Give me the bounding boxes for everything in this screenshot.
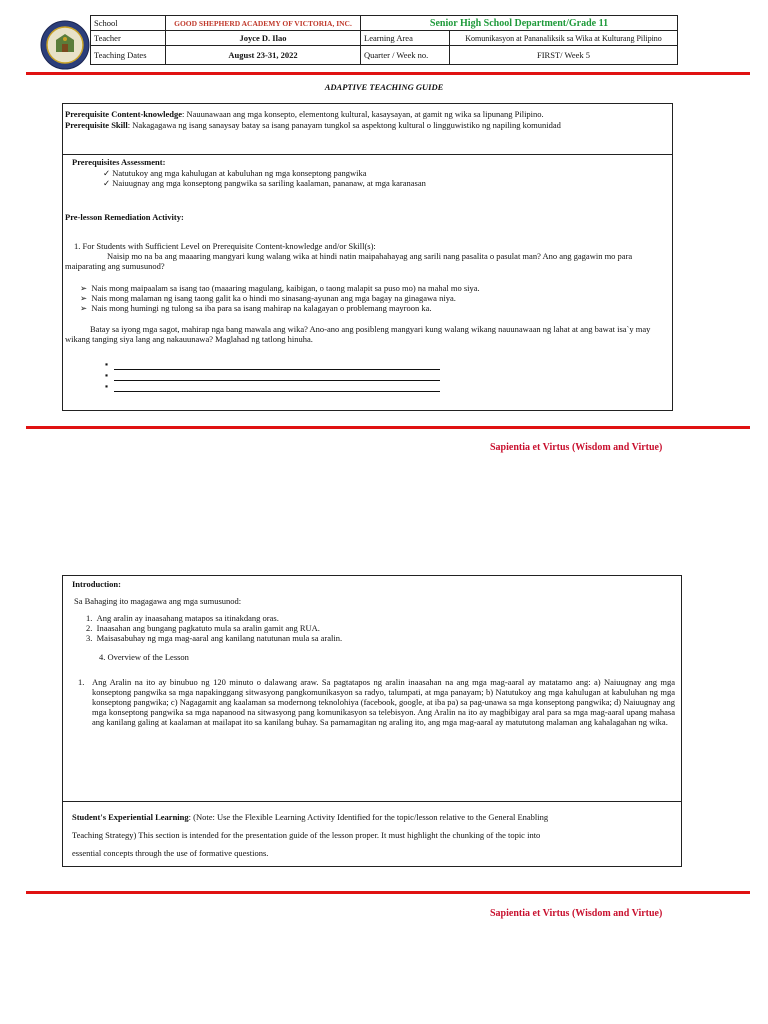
arrow-bullet-icon: ➢	[80, 293, 88, 303]
remediation-title: Pre-lesson Remediation Activity:	[65, 212, 184, 222]
teaching-dates-value: August 23-31, 2022	[166, 46, 361, 65]
list-item: ➢ Nais mong maipaalam sa isang tao (maaaring magulang, kaibigan, o taong malapit sa puso mo) na mahal mo siya.	[80, 283, 480, 293]
prereq-skill: Prerequisite Skill: Nakagagawa ng isang sanaysay batay sa isang panayam tungkol sa aspektong kultural o lingguwistiko ng napiling komunidad	[65, 120, 561, 130]
list-item: 1. Ang aralin ay inaasahang matapos sa itinakdang oras.	[86, 613, 279, 623]
answer-line[interactable]: ▪	[105, 359, 440, 370]
school-motto-footer: Sapientia et Virtus (Wisdom and Virtue)	[490, 908, 663, 919]
page-divider-1	[26, 426, 750, 429]
learning-area-value: Komunikasyon at Pananaliksik sa Wika at Kulturang Pilipino	[450, 31, 678, 46]
remediation-paragraph-2: Batay sa iyong mga sagot, mahirap nga bang mawala ang wika? Ano-ano ang posibleng mangyari kung walang wikang nauunawaan ng lahat at ang bawat isa`y may wikang tanging siya lang ang nakauunawa? Maglahad ng tatlong hinuha.	[65, 324, 651, 344]
remediation-paragraph-1: Naisip mo na ba ang maaaring mangyari kung walang wika at hindi natin maipahahayag ang sarili nang pasalita o pasulat man? Ano ang gagawin mo para maiparating ang sumusunod?	[65, 251, 633, 271]
check-icon: ✓	[103, 178, 111, 188]
introduction-title: Introduction:	[72, 579, 121, 589]
teacher-label: Teacher	[91, 31, 166, 46]
remediation-item-1: 1. For Students with Sufficient Level on Prerequisite Content-knowledge and/or Skill(s):	[74, 241, 376, 251]
arrow-bullet-icon: ➢	[80, 303, 88, 313]
page-divider-2	[26, 891, 750, 894]
answer-blanks	[105, 359, 440, 392]
check-icon: ✓	[103, 168, 111, 178]
teacher-name: Joyce D. Ilao	[166, 31, 361, 46]
header-info-table	[90, 15, 678, 65]
list-item: ✓ Natutukoy ang mga kahulugan at kabuluhan ng mga konseptong pangwika	[103, 168, 367, 178]
overview-paragraph: Ang Aralin na ito ay binubuo ng 120 minuto o dalawang araw. Sa pagtatapos ng aralin inaasahan na ang mga mag-aaral ay matatamo ang: a) Naiuugnay ang mga konseptong pangwika sa mga napakinggang sitwasyong pangkomunikasyon sa radyo, talumpati, at mga panayam; b) Natutukoy ang mga kahulugan at kabuluhan ng mga konseptong pangwika; c) Nagagamit ang kaalaman sa modernong teknolohiya (facebook, google, at iba pa) sa pag-unawa sa mga konseptong pangwika; d) Naiuugnay ang mga konseptong pangwika sa mga napanood na sitwasyong pang komunikasyon sa telebisyon. Ang Aralin na ito ay magbibigay aral para sa mga mag-aaral upang mahasa ang kanilang galing at kaalaman at mailapat ito sa kanilang buhay. Sa pamamagitan ng araling ito, ang mga mag-aaral ay matututong malaman ang kahalagahan ng wika.	[92, 677, 675, 727]
experiential-learning: Student's Experiential Learning: (Note: Use the Flexible Learning Activity Identified for the topic/lesson relative to the General Enabling Teaching Strategy) This section is intended for the presentation guide of the lesson proper. It must highlight the chunking of the topic into essential concepts through the use of formative questions.	[72, 812, 549, 858]
school-label: School	[91, 16, 166, 31]
remediation-arrow-list	[80, 283, 670, 313]
answer-line[interactable]: ▪	[105, 370, 440, 381]
overview-heading: 4. Overview of the Lesson	[99, 652, 189, 662]
list-item: ➢ Nais mong humingi ng tulong sa iba para sa isang mahirap na kalagayan o problemang mayroon ka.	[80, 303, 432, 313]
school-name: GOOD SHEPHERD ACADEMY OF VICTORIA, INC.	[166, 16, 361, 31]
header-divider	[26, 72, 750, 75]
assessment-title: Prerequisites Assessment:	[72, 157, 166, 167]
assessment-list	[103, 168, 426, 188]
teaching-dates-label: Teaching Dates	[91, 46, 166, 65]
school-motto: Sapientia et Virtus (Wisdom and Virtue)	[490, 442, 663, 453]
arrow-bullet-icon: ➢	[80, 283, 88, 293]
answer-line[interactable]: ▪	[105, 381, 440, 392]
guide-title: ADAPTIVE TEACHING GUIDE	[324, 82, 444, 92]
list-item: ✓ Naiuugnay ang mga konseptong pangwika sa sariling kaalaman, pananaw, at mga karanasan	[103, 178, 426, 188]
department-title: Senior High School Department/Grade 11	[361, 16, 678, 31]
introduction-lead: Sa Bahaging ito magagawa ang mga sumusunod:	[74, 596, 242, 606]
quarter-week-label: Quarter / Week no.	[361, 46, 450, 65]
list-item: ➢ Nais mong malaman ng isang taong galit ka o hindi mo sinasang-ayunan ang mga bagay na ginagawa niya.	[80, 293, 456, 303]
quarter-week-value: FIRST/ Week 5	[450, 46, 678, 65]
learning-area-label: Learning Area	[361, 31, 450, 46]
introduction-list	[86, 613, 586, 643]
prereq-content: Prerequisite Content-knowledge: Nauunawaan ang mga konsepto, elementong kultural, kasaysayan, at gamit ng wika sa lipunang Pilipino.	[65, 109, 544, 119]
overview-number: 1.	[78, 677, 85, 687]
school-seal-logo	[40, 20, 90, 70]
list-item: 2. Inaasahan ang bungang pagkatuto mula sa aralin gamit ang RUA.	[86, 623, 320, 633]
list-item: 3. Maisasabuhay ng mga mag-aaral ang kanilang natutunan mula sa aralin.	[86, 633, 343, 643]
